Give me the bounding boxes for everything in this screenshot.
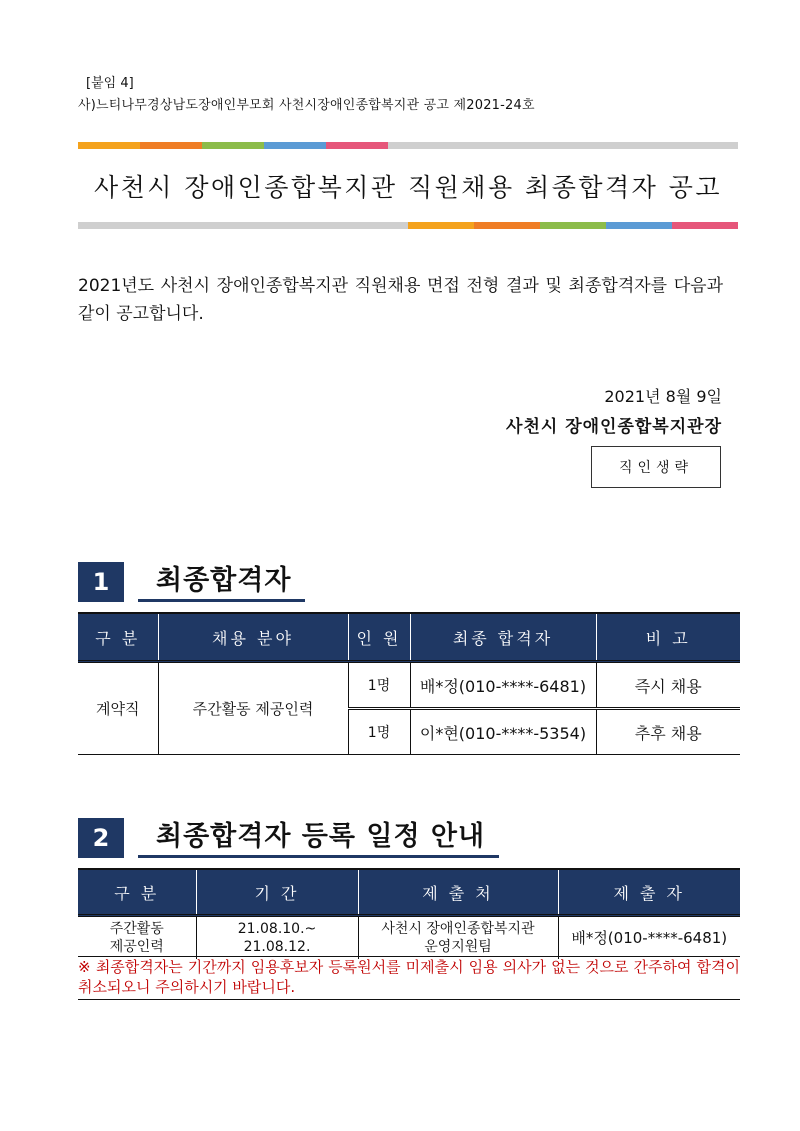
final-candidates-table (78, 612, 740, 755)
cell-field: 주간활동 제공인력 (158, 662, 348, 755)
cell-category (78, 916, 196, 960)
header-period: 기 간 (196, 869, 358, 916)
cell-note: 추후 채용 (596, 709, 740, 755)
table-header-row (78, 613, 740, 662)
cell-category: 계약직 (78, 662, 158, 755)
section2-title: 최종합격자 등록 일정 안내 (138, 814, 499, 858)
cell-count: 1명 (348, 709, 410, 755)
cell-candidate: 이*현(010-****-5354) (410, 709, 596, 755)
header-category: 구 분 (78, 869, 196, 916)
seal-box: 직인생략 (591, 446, 721, 488)
section1-title: 최종합격자 (138, 558, 305, 602)
period-line1: 21.08.10.~ (237, 921, 317, 937)
registration-schedule-table (78, 868, 740, 959)
page-title: 사천시 장애인종합복지관 직원채용 최종합격자 공고 (93, 173, 723, 202)
header-field: 채용 분야 (158, 613, 348, 662)
notice-date: 2021년 8월 9일 (604, 387, 722, 406)
cell-submitter: 배*정(010-****-6481) (558, 916, 740, 960)
section2-heading (78, 814, 499, 858)
cell-candidate: 배*정(010-****-6481) (410, 662, 596, 709)
table-row (78, 662, 740, 709)
category-line1: 주간활동 (109, 921, 164, 937)
notice-number: 사)느티나무경상남도장애인부모회 사천시장애인종합복지관 공고 제2021-24호 (78, 98, 535, 113)
cell-place (358, 916, 558, 960)
attachment-label: [붙임 4] (86, 76, 134, 91)
bottom-color-bar (78, 222, 738, 229)
cell-note: 즉시 채용 (596, 662, 740, 709)
place-line1: 사천시 장애인종합복지관 (381, 921, 535, 937)
section1-heading (78, 558, 305, 602)
table-row (78, 916, 740, 960)
header-submitter: 제 출 자 (558, 869, 740, 916)
issuer-name: 사천시 장애인종합복지관장 (506, 417, 722, 437)
cell-period (196, 916, 358, 960)
place-line2: 운영지원팀 (424, 939, 492, 955)
warning-note: ※ 최종합격자는 기간까지 임용후보자 등록원서를 미제출시 임용 의사가 없는 것으로 간주하여 합격이 취소되오니 주의하시기 바랍니다. (78, 956, 740, 1000)
cell-count: 1명 (348, 662, 410, 709)
header-category: 구 분 (78, 613, 158, 662)
top-color-bar (78, 142, 738, 149)
header-count: 인 원 (348, 613, 410, 662)
category-line2: 제공인력 (109, 939, 164, 955)
header-candidate: 최종 합격자 (410, 613, 596, 662)
period-line2: 21.08.12. (243, 939, 311, 955)
section1-number: 1 (78, 562, 124, 602)
header-place: 제 출 처 (358, 869, 558, 916)
table-header-row (78, 869, 740, 916)
intro-paragraph: 2021년도 사천시 장애인종합복지관 직원채용 면접 전형 결과 및 최종합격자를 다음과 같이 공고합니다. (78, 276, 723, 324)
header-note: 비 고 (596, 613, 740, 662)
section2-number: 2 (78, 818, 124, 858)
